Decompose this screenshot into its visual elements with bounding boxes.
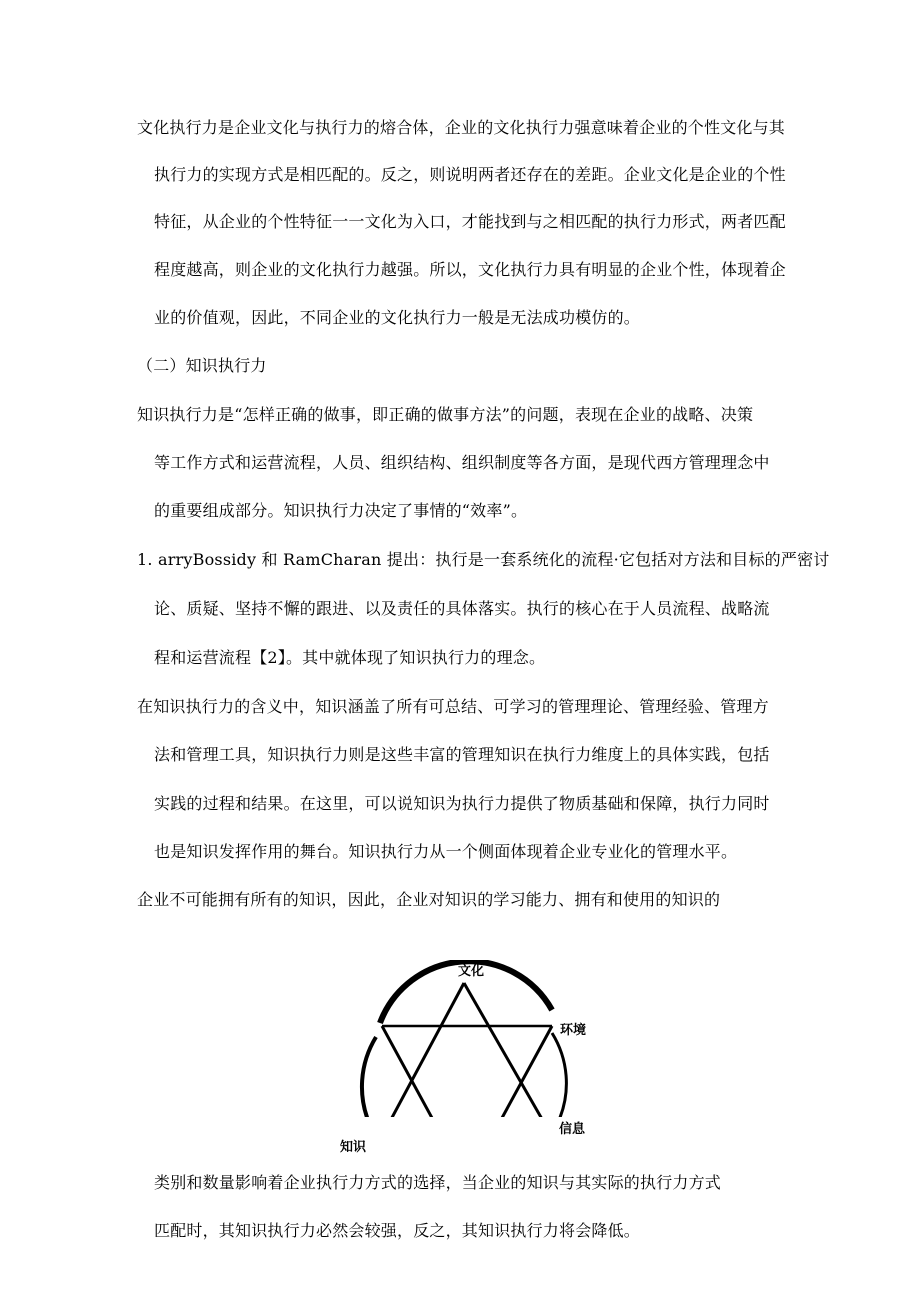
paragraph-2-line-2: 等工作方式和运营流程，人员、组织结构、组织制度等各方面，是现代西方管理理念中 <box>154 453 770 472</box>
paragraph-1-line-4: 程度越高，则企业的文化执行力越强。所以，文化执行力具有明显的企业个性，体现着企 <box>154 260 786 279</box>
paragraph-6-line-2: 匹配时，其知识执行力必然会较强，反之，其知识执行力将会降低。 <box>154 1221 641 1240</box>
label-information: 信息 <box>559 1122 586 1137</box>
star-line-up-left <box>380 983 464 1140</box>
paragraph-1-line-1: 文化执行力是企业文化与执行力的熔合体，企业的文化执行力强意味着企业的个性文化与其 <box>137 118 786 137</box>
paragraph-2-line-3: 的重要组成部分。知识执行力决定了事情的“效率”。 <box>154 501 528 520</box>
star-line-down-left <box>382 1026 444 1140</box>
label-environment: 环境 <box>560 1023 587 1038</box>
paragraph-1-line-2: 执行力的实现方式是相匹配的。反之，则说明两者还存在的差距。企业文化是企业的个性 <box>154 165 786 184</box>
label-culture: 文化 <box>458 964 485 979</box>
paragraph-2-line-1: 知识执行力是“怎样正确的做事，即正确的做事方法”的问题，表现在企业的战略、决策 <box>137 405 754 424</box>
paragraph-4-line-1: 在知识执行力的含义中，知识涵盖了所有可总结、可学习的管理理论、管理经验、管理方 <box>137 697 769 716</box>
paragraph-6-line-1: 类别和数量影响着企业执行力方式的选择，当企业的知识与其实际的执行力方式 <box>154 1173 722 1192</box>
paragraph-4-line-2: 法和管理工具，知识执行力则是这些丰富的管理知识在执行力维度上的具体实践，包括 <box>154 745 770 764</box>
paragraph-4-line-3: 实践的过程和结果。在这里，可以说知识为执行力提供了物质基础和保障，执行力同时 <box>154 794 770 813</box>
paragraph-4-line-4: 也是知识发挥作用的舞台。知识执行力从一个侧面体现着企业专业化的管理水平。 <box>154 842 738 861</box>
paragraph-1-line-3: 特征，从企业的个性特征一一文化为入口，才能找到与之相匹配的执行力形式，两者匹配 <box>154 212 786 231</box>
paragraph-3-line-2: 论、质疑、坚持不懈的跟进、以及责任的具体落实。执行的核心在于人员流程、战略流 <box>154 599 770 618</box>
culture-star-diagram <box>340 960 600 1155</box>
paragraph-3-line-1: 1. arryBossidy 和 RamCharan 提出：执行是一套系统化的流程·它包括对方法和目标的严密讨 <box>137 550 830 569</box>
label-knowledge: 知识 <box>340 1140 367 1155</box>
star-line-up-right <box>464 983 554 1140</box>
paragraph-5-line-1: 企业不可能拥有所有的知识，因此，企业对知识的学习能力、拥有和使用的知识的 <box>137 890 721 909</box>
paragraph-3-line-3: 程和运营流程【2】。其中就体现了知识执行力的理念。 <box>154 648 546 667</box>
paragraph-1-line-5: 业的价值观，因此，不同企业的文化执行力一般是无法成功模仿的。 <box>154 308 641 327</box>
outer-circle-arc-left <box>362 1037 376 1125</box>
outer-circle-arc-right <box>552 1033 566 1120</box>
section-heading: （二）知识执行力 <box>137 356 267 375</box>
